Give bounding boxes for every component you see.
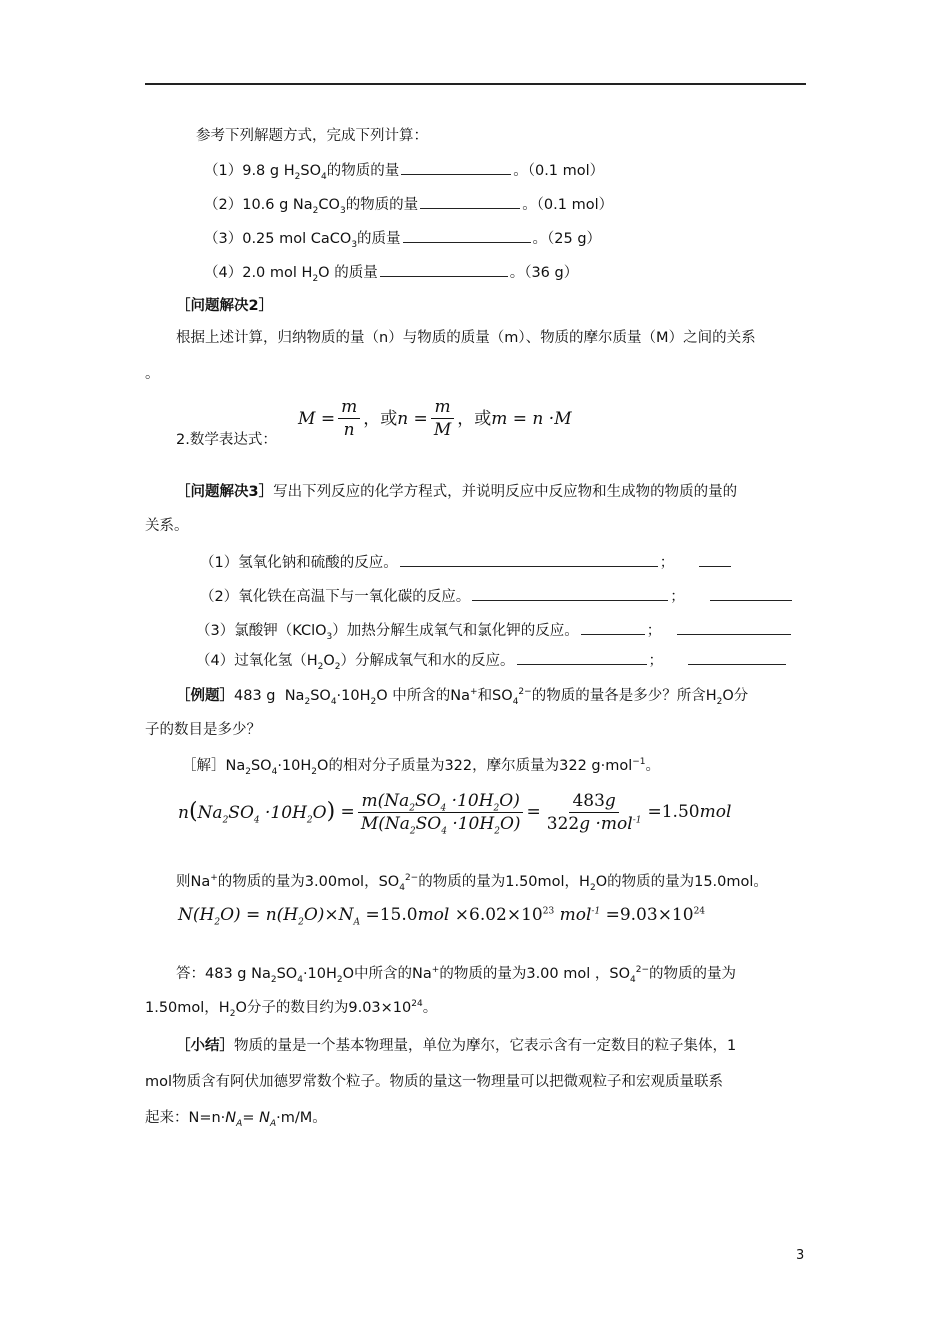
equation-moles: $n(Na_2SO_4 \cdot 10H_2O)$ = $\frac{m(Na_2SO_4 \cdot 10H_2O)}{M(Na_2SO_4 \cdot 10H_2O)}$ = $\frac{483g}{322g \cdot mol^{-1}}$ =1.50 mol	[178, 790, 732, 836]
answer-blank[interactable]	[677, 620, 791, 635]
answer-blank[interactable]	[688, 650, 786, 665]
equation-molecules: $N(H_2O) = n(H_2O)\times N_A =15.0mol \times 6.02\times 10^{23}$ $mol^{-1} =9.03\times 10^{24}$	[178, 905, 706, 928]
answer-blank[interactable]	[517, 650, 647, 665]
exercise-1: （1）9.8 g $H_2SO_4$的物质的量 。（0.1 mol）	[204, 160, 604, 181]
answer-blank[interactable]	[420, 194, 520, 209]
answer-line2: 1.50mol，$H_2O$分子的数目约为$9.03\times 10^{24}$。	[145, 999, 438, 1019]
q3-item-4: （4）过氧化氢$(H_2O_2)$分解成氧气和水的反应。 ；	[196, 650, 788, 671]
q3-text-end: 关系。	[145, 518, 189, 534]
answer-blank[interactable]	[380, 262, 508, 277]
summary-line3: 起来：$N=n\cdot N_A= N_A\cdot m/M$。	[145, 1110, 327, 1129]
example-question-line2: 子的数目是多少？	[145, 722, 261, 738]
q3-item-2: （2）氧化铁在高温下与一氧化碳的反应。 ；	[200, 586, 794, 607]
q3-heading: ［问题解决3］	[176, 484, 274, 500]
q2-text: 根据上述计算，归纳物质的量（n）与物质的质量（m）、物质的摩尔质量（M）之间的关系	[176, 330, 756, 346]
answer-blank[interactable]	[403, 228, 531, 243]
q2-heading: ［问题解决2］	[176, 298, 274, 314]
q3-text: 写出下列反应的化学方程式，并说明反应中反应物和生成物的物质的量的	[273, 484, 738, 500]
q3-item-3: （3）氯酸钾（KClO$_3$）加热分解生成氧气和氯化钾的反应。 ；	[196, 620, 793, 641]
answer-blank[interactable]	[710, 586, 792, 601]
header-rule	[145, 83, 806, 85]
intro-text: 参考下列解题方式，完成下列计算：	[196, 128, 428, 144]
answer-blank[interactable]	[401, 160, 511, 175]
exercise-2: （2）10.6 g $Na_2CO_3$的物质的量 。（0.1 mol）	[204, 194, 613, 215]
answer-line1: 答：483 g $Na_2SO_4\cdot 10H_2O$中所含的Na+的物质的量为3.00 mol ，$SO_4^{2-}$的物质的量为	[176, 965, 737, 985]
then-line: 则Na+的物质的量为3.00mol，$SO_4^{2-}$的物质的量为1.50mol，$H_2O$的物质的量为15.0mol。	[176, 873, 768, 893]
exercise-4: （4）2.0 mol $H_2O$ 的质量 。（36 g）	[204, 262, 578, 283]
summary-heading: ［小结］	[176, 1038, 234, 1054]
answer-blank[interactable]	[581, 620, 645, 635]
answer-blank[interactable]	[699, 552, 731, 567]
page-number: 3	[796, 1248, 805, 1263]
answer-blank[interactable]	[472, 586, 668, 601]
q3-line1	[176, 482, 737, 502]
q3-item-1: （1）氢氧化钠和硫酸的反应。 ；	[200, 552, 733, 573]
summary-line2: mol物质含有阿伏加德罗常数个粒子。物质的量这一物理量可以把微观粒子和宏观质量联系	[145, 1074, 724, 1090]
q2-text-end: 。	[145, 366, 160, 382]
summary-line1: ［小结］物质的量是一个基本物理量，单位为摩尔，它表示含有一定数目的粒子集体，1	[176, 1038, 737, 1054]
solution-line: ［解$]Na_2SO_4\cdot 10H_2O$的相对分子质量为322，摩尔质量为322 g·mol$^{-1}$。	[182, 757, 661, 777]
example-heading: ［例题］	[176, 688, 234, 704]
formula-molar: M = $\frac{m}{n}$ ，或 n = $\frac{m}{M}$ ，或 m = n · M	[298, 397, 572, 440]
exercise-3: （3）0.25 mol CaCO$_3$的质量 。（25 g）	[204, 228, 601, 249]
answer-blank[interactable]	[400, 552, 658, 567]
example-question-line1: ［例题］483 g $Na_2SO_4\cdot 10H_2O$ 中所含的Na+和$SO_4^{2-}$的物质的量各是多少？所含$H_2O$分	[176, 687, 749, 707]
expression-label: 2.数学表达式：	[176, 432, 277, 448]
